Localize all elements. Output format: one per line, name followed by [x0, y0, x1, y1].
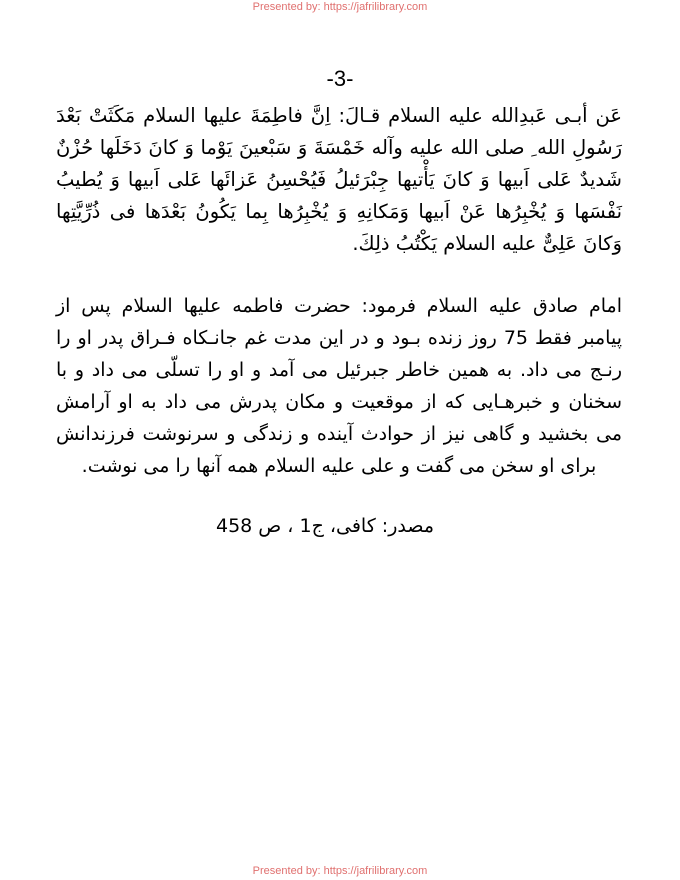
- persian-translation-paragraph: امام صادق عليه السلام فرمود: حضرت فاطمه عليها السلام پس از پيامبر فقط 75 روز زنده بـود و در اين مدت غم جانـكاه فـراق پدر او را رنـج مى داد. به همين خاطر جبرئيل مى آمد و او را تسلّى مى داد و با سخنان و خبرهـايى كه از موقعيت و مكان پدرش مى داد به او آرامش مى بخشيد و گاهى نيز از حوادث آينده و زندگى و سرنوشت فرزندانش براى او سخن مى گفت و على عليه السلام همه آنها را مى نوشت.: [56, 295, 622, 477]
- watermark-bottom: Presented by: https://jafrilibrary.com: [252, 865, 428, 877]
- page-number: -3-: [326, 66, 354, 91]
- arabic-hadith-paragraph: عَن أبـى عَبدِالله عليه السلام قـالَ: اِنَّ فاطِمَةَ عليها السلام مَكَثَتْ بَعْدَ رَسُولِ الله ِ صلى الله عليه وآله خَمْسَةَ وَ سَبْعينَ يَوْما وَ كانَ دَخَلَها حُزْنٌ شَديدٌ عَلى اَبيها وَ كانَ يَأْتيها جِبْرَئيلُ فَيُحْسِنُ عَزائَها عَلى اَبيها وَ يُطيبُ نَفْسَها وَ يُخْبِرُها عَنْ اَبيها وَمَكانِهِ وَ يُخْبِرُها بِما يَكُونُ بَعْدَها فى ذُرِّيَّتِها وَكانَ عَلِىٌّ عليه السلام يَكْتُبُ ذلِكَ.: [56, 104, 622, 255]
- source-reference: مصدر: كافى، ج1 ، ص 458: [215, 515, 435, 537]
- watermark-top: Presented by: https://jafrilibrary.com: [252, 1, 428, 13]
